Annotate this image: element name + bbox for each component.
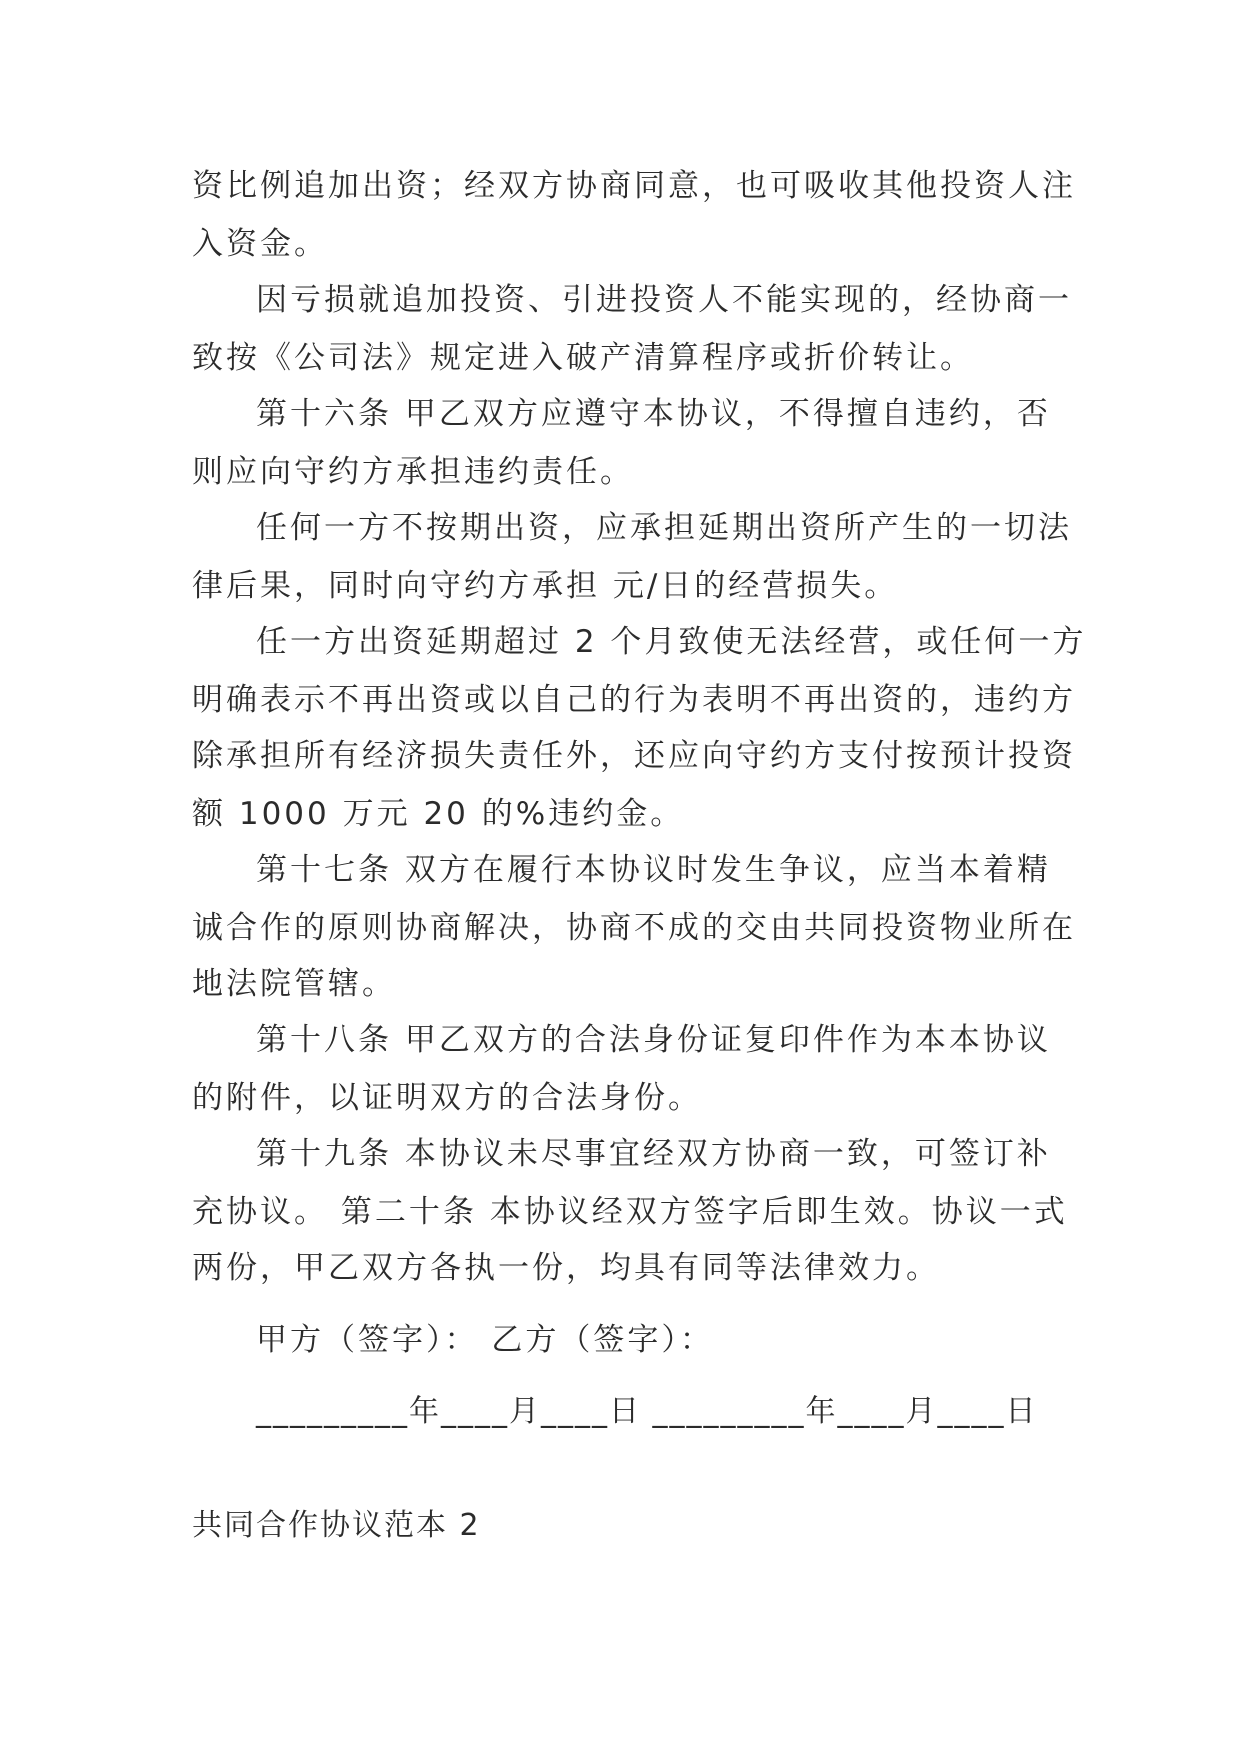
text-line: 充协议。 第二十条 本协议经双方签字后即生效。协议一式 — [192, 1194, 1068, 1230]
text-line: 诚合作的原则协商解决，协商不成的交由共同投资物业所在 — [192, 910, 1076, 946]
text-line: 除承担所有经济损失责任外，还应向守约方支付按预计投资 — [192, 738, 1076, 774]
next-section-heading: 共同合作协议范本 2 — [192, 1508, 481, 1543]
signature-line: 甲方（签字）： 乙方（签字）： — [256, 1322, 714, 1358]
text-line: 第十九条 本协议未尽事宜经双方协商一致，可签订补 — [256, 1136, 1051, 1172]
text-line: 第十八条 甲乙双方的合法身份证复印件作为本本协议 — [256, 1022, 1051, 1058]
text-line: 第十六条 甲乙双方应遵守本协议，不得擅自违约，否 — [256, 396, 1051, 432]
date-line: _________年____月____日 _________年____月____日 — [256, 1394, 1038, 1429]
text-line: 任一方出资延期超过 2 个月致使无法经营，或任何一方 — [256, 624, 1087, 660]
text-line: 明确表示不再出资或以自己的行为表明不再出资的，违约方 — [192, 682, 1076, 718]
text-line: 因亏损就追加投资、引进投资人不能实现的，经协商一 — [256, 282, 1072, 318]
text-line: 的附件，以证明双方的合法身份。 — [192, 1080, 702, 1116]
text-line: 律后果，同时向守约方承担 元/日的经营损失。 — [192, 568, 899, 604]
text-line: 第十七条 双方在履行本协议时发生争议，应当本着精 — [256, 852, 1051, 888]
text-line: 致按《公司法》规定进入破产清算程序或折价转让。 — [192, 340, 974, 376]
text-line: 两份，甲乙双方各执一份，均具有同等法律效力。 — [192, 1250, 940, 1286]
text-line: 地法院管辖。 — [192, 966, 396, 1002]
text-line: 入资金。 — [192, 226, 328, 262]
text-line: 任何一方不按期出资，应承担延期出资所产生的一切法 — [256, 510, 1072, 546]
text-line: 额 1000 万元 20 的%违约金。 — [192, 796, 685, 832]
text-line: 则应向守约方承担违约责任。 — [192, 454, 634, 490]
text-line: 资比例追加出资；经双方协商同意，也可吸收其他投资人注 — [192, 168, 1076, 204]
